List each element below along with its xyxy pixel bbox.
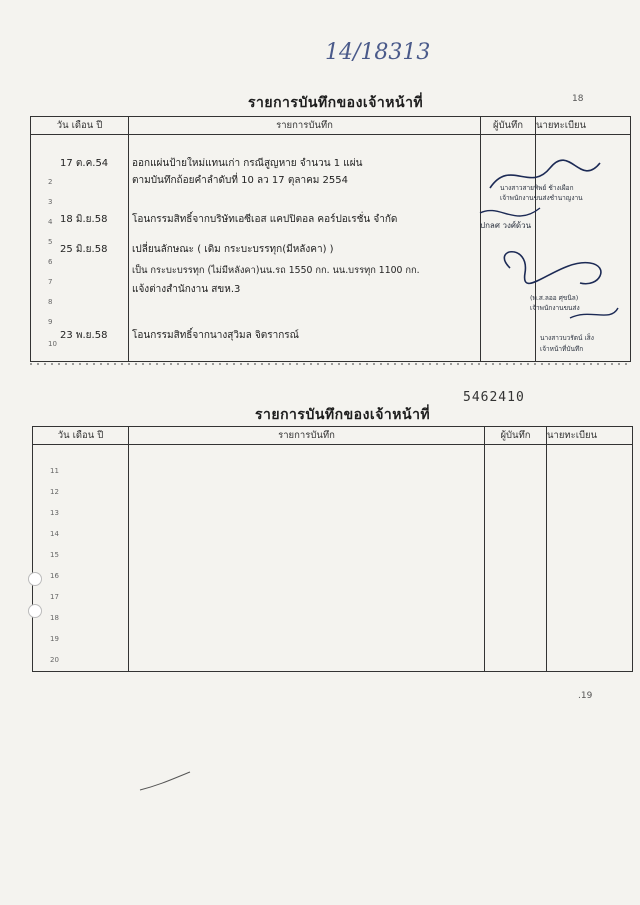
table2-rownum: 11 (50, 467, 59, 475)
table1-title: รายการบันทึกของเจ้าหน้าที่ (248, 95, 424, 111)
stamp-text: เจ้าหน้าที่บันทึก (540, 345, 584, 353)
top-page-number: 18 (572, 94, 584, 104)
table1-rownum: 5 (48, 238, 53, 246)
stamp-text: เจ้าพนักงานขนส่งชำนาญงาน (500, 194, 583, 202)
table2-header-entry: รายการบันทึก (129, 427, 485, 445)
table1-rownum: 2 (48, 178, 53, 186)
serial-number: 5462410 (463, 390, 525, 405)
table1-rownum: 8 (48, 298, 53, 306)
table2-title: รายการบันทึกของเจ้าหน้าที่ (255, 407, 431, 423)
stamp-text: นางสาวบวรัตน์ เส็ง (540, 334, 594, 342)
table1-header-recorder: ผู้บันทึก (481, 117, 536, 135)
entry-text: เป็น กระบะบรรทุก (ไม่มีหลังคา)นน.รถ 1550 กก. นน.บรรทุก 1100 กก. (132, 265, 420, 276)
table1-header-date: วัน เดือน ปี (31, 117, 129, 135)
stamp-text: เจ้าพนักงานขนส่ง (530, 304, 580, 312)
entry-text: แจ้งต่างสำนักงาน สขห.3 (132, 284, 241, 295)
entry-text: เปลี่ยนลักษณะ ( เดิม กระบะบรรทุก(มีหลังคา) ) (132, 244, 334, 255)
table2-rownum: 14 (50, 530, 59, 538)
table2-header-date: วัน เดือน ปี (33, 427, 129, 445)
entry-date: 18 มิ.ย.58 (60, 214, 108, 225)
table2-header-registrar: นายทะเบียน (547, 427, 633, 445)
table2-rownum: 17 (50, 593, 59, 601)
entry-text: โอนกรรมสิทธิ์จากบริษัทเอซีเอส แคปปิตอล คอร์ปอเรชั่น จำกัด (132, 214, 398, 225)
table1-header-entry: รายการบันทึก (129, 117, 481, 135)
table2-rownum: 20 (50, 656, 59, 664)
table2-header-recorder: ผู้บันทึก (485, 427, 547, 445)
table1-rownum: 3 (48, 198, 53, 206)
table2-rownum: 19 (50, 635, 59, 643)
stamp-text: ปกลศ วงศ์ด้วน (480, 221, 532, 230)
table2-rownum: 18 (50, 614, 59, 622)
table2-rownum: 12 (50, 488, 59, 496)
table1-rownum: 10 (48, 340, 57, 348)
table2-rownum: 16 (50, 572, 59, 580)
entry-text: ตามบันทึกถ้อยคำลำดับที่ 10 ลว 17 ตุลาคม 2554 (132, 175, 348, 186)
table1-rownum: 6 (48, 258, 53, 266)
table1-rownum: 9 (48, 318, 53, 326)
stamp-text: (พ.ส.ลออ ศุขนิล) (530, 294, 579, 302)
stamp-text: นางสาวสายทิพย์ ช้างเผือก (500, 184, 574, 192)
table2-rownum: 13 (50, 509, 59, 517)
entry-text: โอนกรรมสิทธิ์จากนางสุวิมล จิตรากรณ์ (132, 330, 299, 341)
table2-rownum: 15 (50, 551, 59, 559)
table1-header-registrar: นายทะเบียน (536, 117, 631, 135)
table1-rownum: 4 (48, 218, 53, 226)
bottom-page-number: .19 (578, 691, 593, 701)
entry-text: ออกแผ่นป้ายใหม่แทนเก่า กรณีสูญหาย จำนวน 1 แผ่น (132, 158, 363, 169)
entry-date: 17 ต.ค.54 (60, 158, 109, 169)
entry-date: 23 พ.ย.58 (60, 330, 108, 341)
entry-date: 25 มิ.ย.58 (60, 244, 108, 255)
table1-rownum: 7 (48, 278, 53, 286)
handwritten-file-number: 14/18313 (325, 40, 431, 65)
